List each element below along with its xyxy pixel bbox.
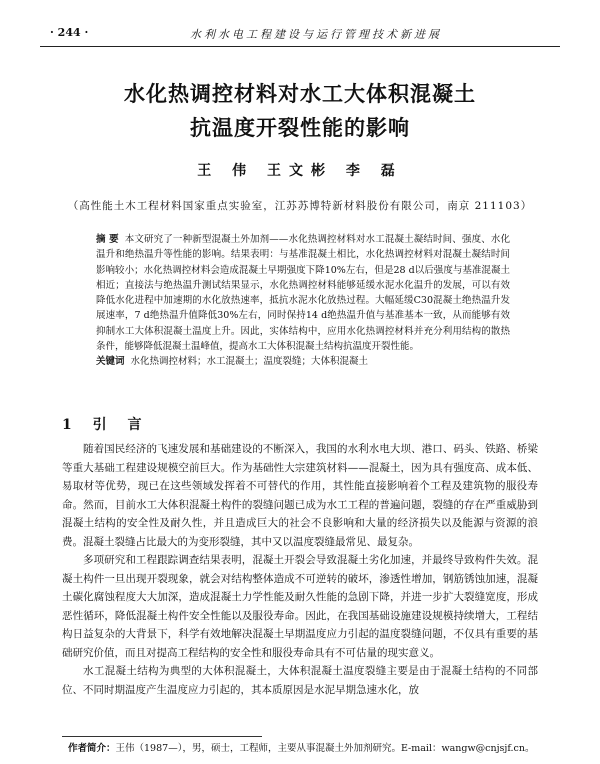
section-heading: 1 引 言 <box>62 417 150 433</box>
author-footnote <box>68 740 560 754</box>
body-paragraph: 水工混凝土结构为典型的大体积混凝土，大体积混凝土温度裂缝主要是由于混凝土结构的不同部位、不同时期温度产生温度应力引起的，其本质原因是水泥早期急速水化，放 <box>62 665 538 696</box>
keywords-text: 水化热调控材料；水工混凝土；温度裂缝；大体积混凝土 <box>130 356 369 367</box>
footnote-divider <box>62 736 262 737</box>
keywords <box>96 354 510 369</box>
paper-title-line-1: 水化热调控材料对水工大体积混凝土 <box>124 81 476 106</box>
abstract-text: 本文研究了一种新型混凝土外加剂——水化热调控材料对水工混凝土凝结时间、强度、水化温升和绝热温升等性能的影响。结果表明：与基准混凝土相比，水化热调控材料对混凝土凝结时间影响较小；水化热调控材料会造成混凝土早期强度下降10%左右，但是28 d以后强度与基准混凝土相近；直接法与绝热温升测试结果显示，水化热调控材料能够延缓水泥水化温升的发展，可以有效降低水化进程中加速期的水化放热速率，抵抗水泥水化放热过程。大幅延缓C30混凝土绝热温升发展速率，7 d绝热温升值降低30%左右，同时保持14 d绝热温升值与基准基本一致，从而能够有效抑制水工大体积混凝土温度上升。因此，实体结构中，应用水化热调控材料并充分利用结构的散热条件，能够降低混凝土温峰值，提高水工大体积混凝土结构抗温度开裂性能。 <box>96 234 510 353</box>
affiliation: （高性能土木工程材料国家重点实验室，江苏苏博特新材料股份有限公司，南京 211103） <box>67 200 533 212</box>
journal-title: 水利水电工程建设与运行管理技术新进展 <box>190 28 442 41</box>
paper-title-line-2: 抗温度开裂性能的影响 <box>190 115 410 140</box>
body-paragraph: 多项研究和工程跟踪调查结果表明，混凝土开裂会导致混凝土劣化加速，并最终导致构件失效。混凝土构件一旦出现开裂现象，就会对结构整体造成不可逆转的破坏，渗透性增加，钢筋锈蚀加速，混凝土碳化腐蚀程度大大加深，造成混凝土力学性能及耐久性能的急剧下降，并进一步扩大裂缝宽度，形成恶性循环，降低混凝土构件安全性能以及服役寿命。因此，在我国基础设施建设规模持续增大，工程结构日益复杂的大背景下，科学有效地解决混凝土早期温度应力引起的温度裂缝问题，不仅具有重要的基础研究价值，而且对提高工程结构的安全性和服役寿命具有不可估量的现实意义。 <box>62 554 538 659</box>
body-text <box>62 440 538 699</box>
abstract <box>96 232 510 354</box>
body-paragraph: 随着国民经济的飞速发展和基础建设的不断深入，我国的水利水电大坝、港口、码头、铁路、桥梁等重大基础工程建设规模空前巨大。作为基础性大宗建筑材料——混凝土，因为具有强度高、成本低、易取材等优势，现已在这些领域发挥着不可替代的作用，其性能直接影响着个工程及建筑物的服役寿命。然而，目前水工大体积混凝土构件的裂缝问题已成为水工工程的普遍问题，裂缝的存在严重威胁到混凝土结构的安全性及耐久性，并且造成巨大的社会不良影响和大量的经济损失以及能源与资源的浪费。混凝土裂缝占比最大的为变形裂缝，其中又以温度裂缝最常见、最复杂。 <box>62 443 538 548</box>
header-divider <box>40 46 560 47</box>
page-number: · 244 · <box>50 26 89 39</box>
footnote-label: 作者简介： <box>68 743 116 754</box>
author-list: 王 伟 王文彬 李 磊 <box>197 163 403 179</box>
abstract-label: 摘 要 <box>96 234 119 245</box>
footnote-text: 王伟（1987—），男，硕士，工程师，主要从事混凝土外加剂研究。E-mail：wangw@cnjsjf.cn。 <box>115 743 535 754</box>
running-header <box>40 24 560 42</box>
keywords-label: 关键词 <box>96 356 125 367</box>
